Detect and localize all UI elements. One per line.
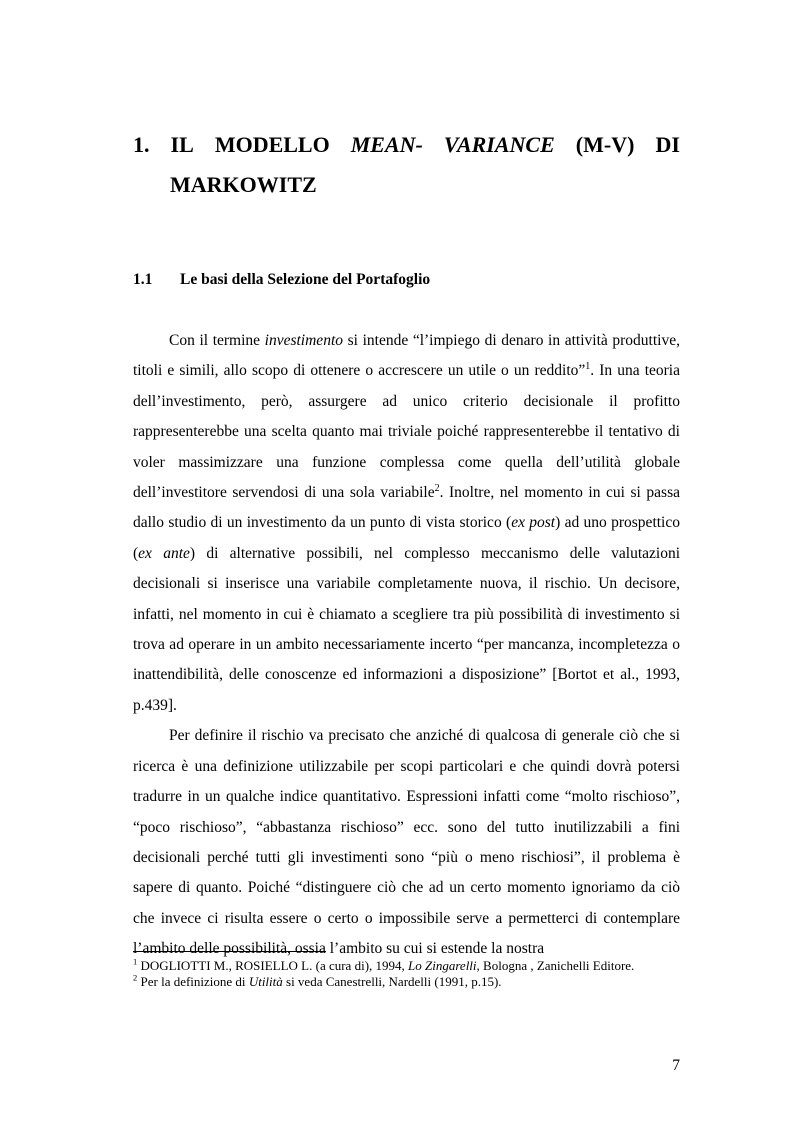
p1-text-6: ) di alternative possibili, nel complesso meccanismo delle valutazioni decisionali si inserisce una variabile completamente nuova, il rischio. Un decisore, infatti, nel momento in cui è chiamato a scegliere tra più possibilità di investimento si trova ad operare in un ambito necessariamente incerto “per mancanza, incompletezza o inattendibilità, delle conoscenze ed informazioni a disposizione” [Bortot et al., 1993, p.439].: [133, 544, 680, 714]
footnotes: [133, 958, 680, 990]
section-title: Le basi della Selezione del Portafoglio: [180, 271, 431, 288]
section-heading: [133, 270, 680, 290]
p1-italic-ex-post: ex post: [511, 514, 556, 532]
chapter-heading: [133, 125, 680, 205]
chapter-word-il: IL: [170, 132, 194, 157]
page-number: 7: [672, 1057, 680, 1074]
footnote-ref-1[interactable]: 1: [585, 361, 591, 373]
footnote-separator: [133, 951, 326, 952]
body-text: [133, 326, 680, 965]
chapter-word-mv: (M-V): [575, 132, 635, 157]
p1-text-1: Con il termine: [169, 332, 265, 349]
chapter-heading-line2: MARKOWITZ: [170, 172, 317, 197]
footnote-2: [133, 974, 680, 990]
section-number: 1.1: [133, 271, 153, 288]
p1-text-5: ) ad uno prospettico (: [133, 514, 680, 562]
footnote-1-mark: 1: [133, 956, 138, 967]
footnote-1-text-a: DOGLIOTTI M., ROSIELLO L. (a cura di), 1994,: [137, 958, 409, 973]
p1-text-4: . Inoltre, nel momento in cui si passa dallo studio di un investimento da un punto di vista storico (: [133, 484, 680, 532]
paragraph-2: Per definire il rischio va precisato che anziché di qualcosa di generale ciò che si ricerca è una definizione utilizzabile per scopi particolari e che quindi dovrà potersi tradurre in un qualche indice quantitativo. Espressioni infatti come “molto rischioso”, “poco rischioso”, “abbastanza rischioso” ecc. sono del tutto inutilizzabili a fini decisionali perché tutti gli investimenti sono “più o meno rischiosi”, il problema è sapere di quanto. Poiché “distinguere ciò che ad un certo momento ignoriamo da ciò che invece ci risulta essere o certo o impossibile serve a permetterci di contemplare l’ambito delle possibilità, ossia l’ambito su cui si estende la nostra: [133, 727, 680, 958]
chapter-word-mean: MEAN-: [350, 132, 423, 157]
chapter-word-modello: MODELLO: [214, 132, 330, 157]
p1-italic-investimento: investimento: [264, 332, 343, 349]
chapter-number: 1.: [133, 132, 150, 157]
p1-italic-ex-ante: ex ante: [138, 544, 190, 562]
chapter-heading-line1: [133, 125, 680, 165]
footnote-1-italic: Lo Zingarelli: [408, 958, 477, 973]
footnote-1-text-b: , Bologna , Zanichelli Editore.: [476, 958, 635, 973]
paragraph-1: [133, 326, 680, 721]
footnote-2-text-b: si veda Canestrelli, Nardelli (1991, p.15).: [282, 974, 502, 989]
p1-text-3: . In una teoria dell’investimento, però, assurgere ad unico criterio decisionale il profitto rappresenterebbe una scelta quanto mai triviale poiché rappresenterebbe il tentativo di voler massimizzare una funzione complessa come quella dell’utilità globale dell’investitore servendosi di una sola variabile: [133, 362, 680, 502]
footnote-2-italic: Utilità: [248, 974, 283, 989]
footnote-2-mark: 2: [133, 972, 138, 983]
footnote-1: [133, 958, 680, 974]
footnote-ref-2[interactable]: 2: [434, 482, 440, 494]
chapter-word-variance: VARIANCE: [443, 132, 555, 157]
footnote-2-text-a: Per la definizione di: [137, 974, 249, 989]
p1-text-2: si intende “l’impiego di denaro in attività produttive, titoli e simili, allo scopo di ottenere o accrescere un utile o un reddito”: [133, 332, 680, 380]
chapter-word-di: DI: [655, 132, 680, 157]
